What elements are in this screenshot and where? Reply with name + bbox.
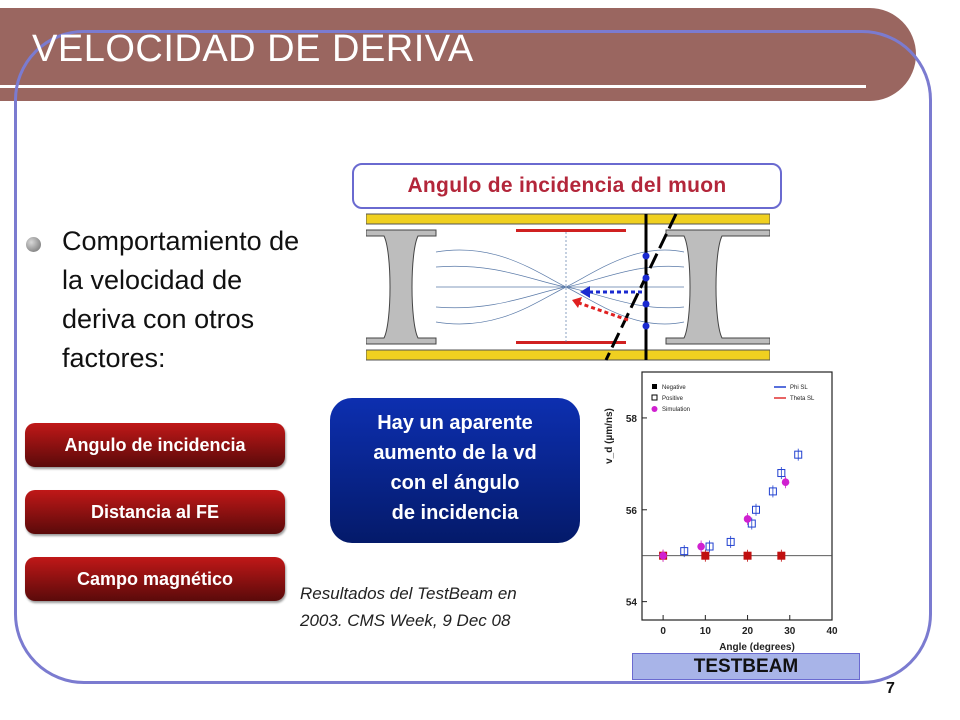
callout-line: Hay un aparente (377, 412, 533, 434)
x-tick-label: 30 (784, 626, 796, 637)
y-axis-label: v_d (µm/ns) (604, 408, 615, 464)
legend-negative: Negative (662, 385, 686, 391)
x-axis-label: Angle (degrees) (719, 642, 795, 653)
legend-phi: Phi SL (790, 385, 808, 391)
top-plate (366, 214, 770, 224)
top-electrode (516, 229, 626, 232)
slide-title: VELOCIDAD DE DERIVA (32, 28, 474, 70)
point-simulation (659, 552, 667, 560)
callout-line: con el ángulo (390, 472, 520, 494)
bottom-plate (366, 350, 770, 360)
x-tick-label: 40 (826, 626, 838, 637)
x-tick-label: 0 (660, 626, 666, 637)
testbeam-label: TESTBEAM (632, 653, 860, 680)
y-tick-label: 58 (625, 413, 637, 425)
legend-theta: Theta SL (790, 396, 815, 402)
angle-button[interactable]: Angulo de incidencia (25, 423, 285, 467)
x-tick-label: 10 (699, 626, 711, 637)
bullet-text: Comportamiento de la velocidad de deriva con otros factores: (62, 226, 300, 373)
y-tick-label: 56 (625, 505, 637, 517)
legend-simulation: Simulation (662, 407, 691, 413)
x-tick-label: 20 (741, 626, 754, 637)
y-tick-label: 54 (625, 597, 637, 609)
legend-simulation-marker (652, 406, 658, 412)
drift-arrows (572, 286, 642, 320)
left-i-beam (366, 230, 436, 344)
point-negative (778, 552, 785, 559)
testbeam-plot (600, 362, 840, 662)
point-simulation (697, 543, 705, 551)
distance-button[interactable]: Distancia al FE (25, 490, 285, 534)
point-negative (702, 552, 709, 559)
point-negative (744, 552, 751, 559)
bottom-electrode (516, 341, 626, 344)
callout-line: de incidencia (391, 502, 519, 524)
caption-line: Resultados del TestBeam en (300, 584, 517, 603)
bullet-dot (26, 237, 41, 252)
result-caption (300, 580, 517, 634)
muon-angle-label: Angulo de incidencia del muon (352, 163, 782, 209)
drift-cell-diagram (366, 212, 770, 362)
caption-line: 2003. CMS Week, 9 Dec 08 (300, 611, 511, 630)
point-simulation (782, 478, 790, 486)
page-number: 7 (886, 680, 895, 697)
point-simulation (744, 515, 752, 523)
legend-positive: Positive (662, 396, 684, 402)
magnetic-field-button[interactable]: Campo magnético (25, 557, 285, 601)
callout-line: aumento de la vd (373, 442, 537, 464)
legend-negative-marker (652, 384, 657, 389)
callout-box (330, 398, 580, 543)
